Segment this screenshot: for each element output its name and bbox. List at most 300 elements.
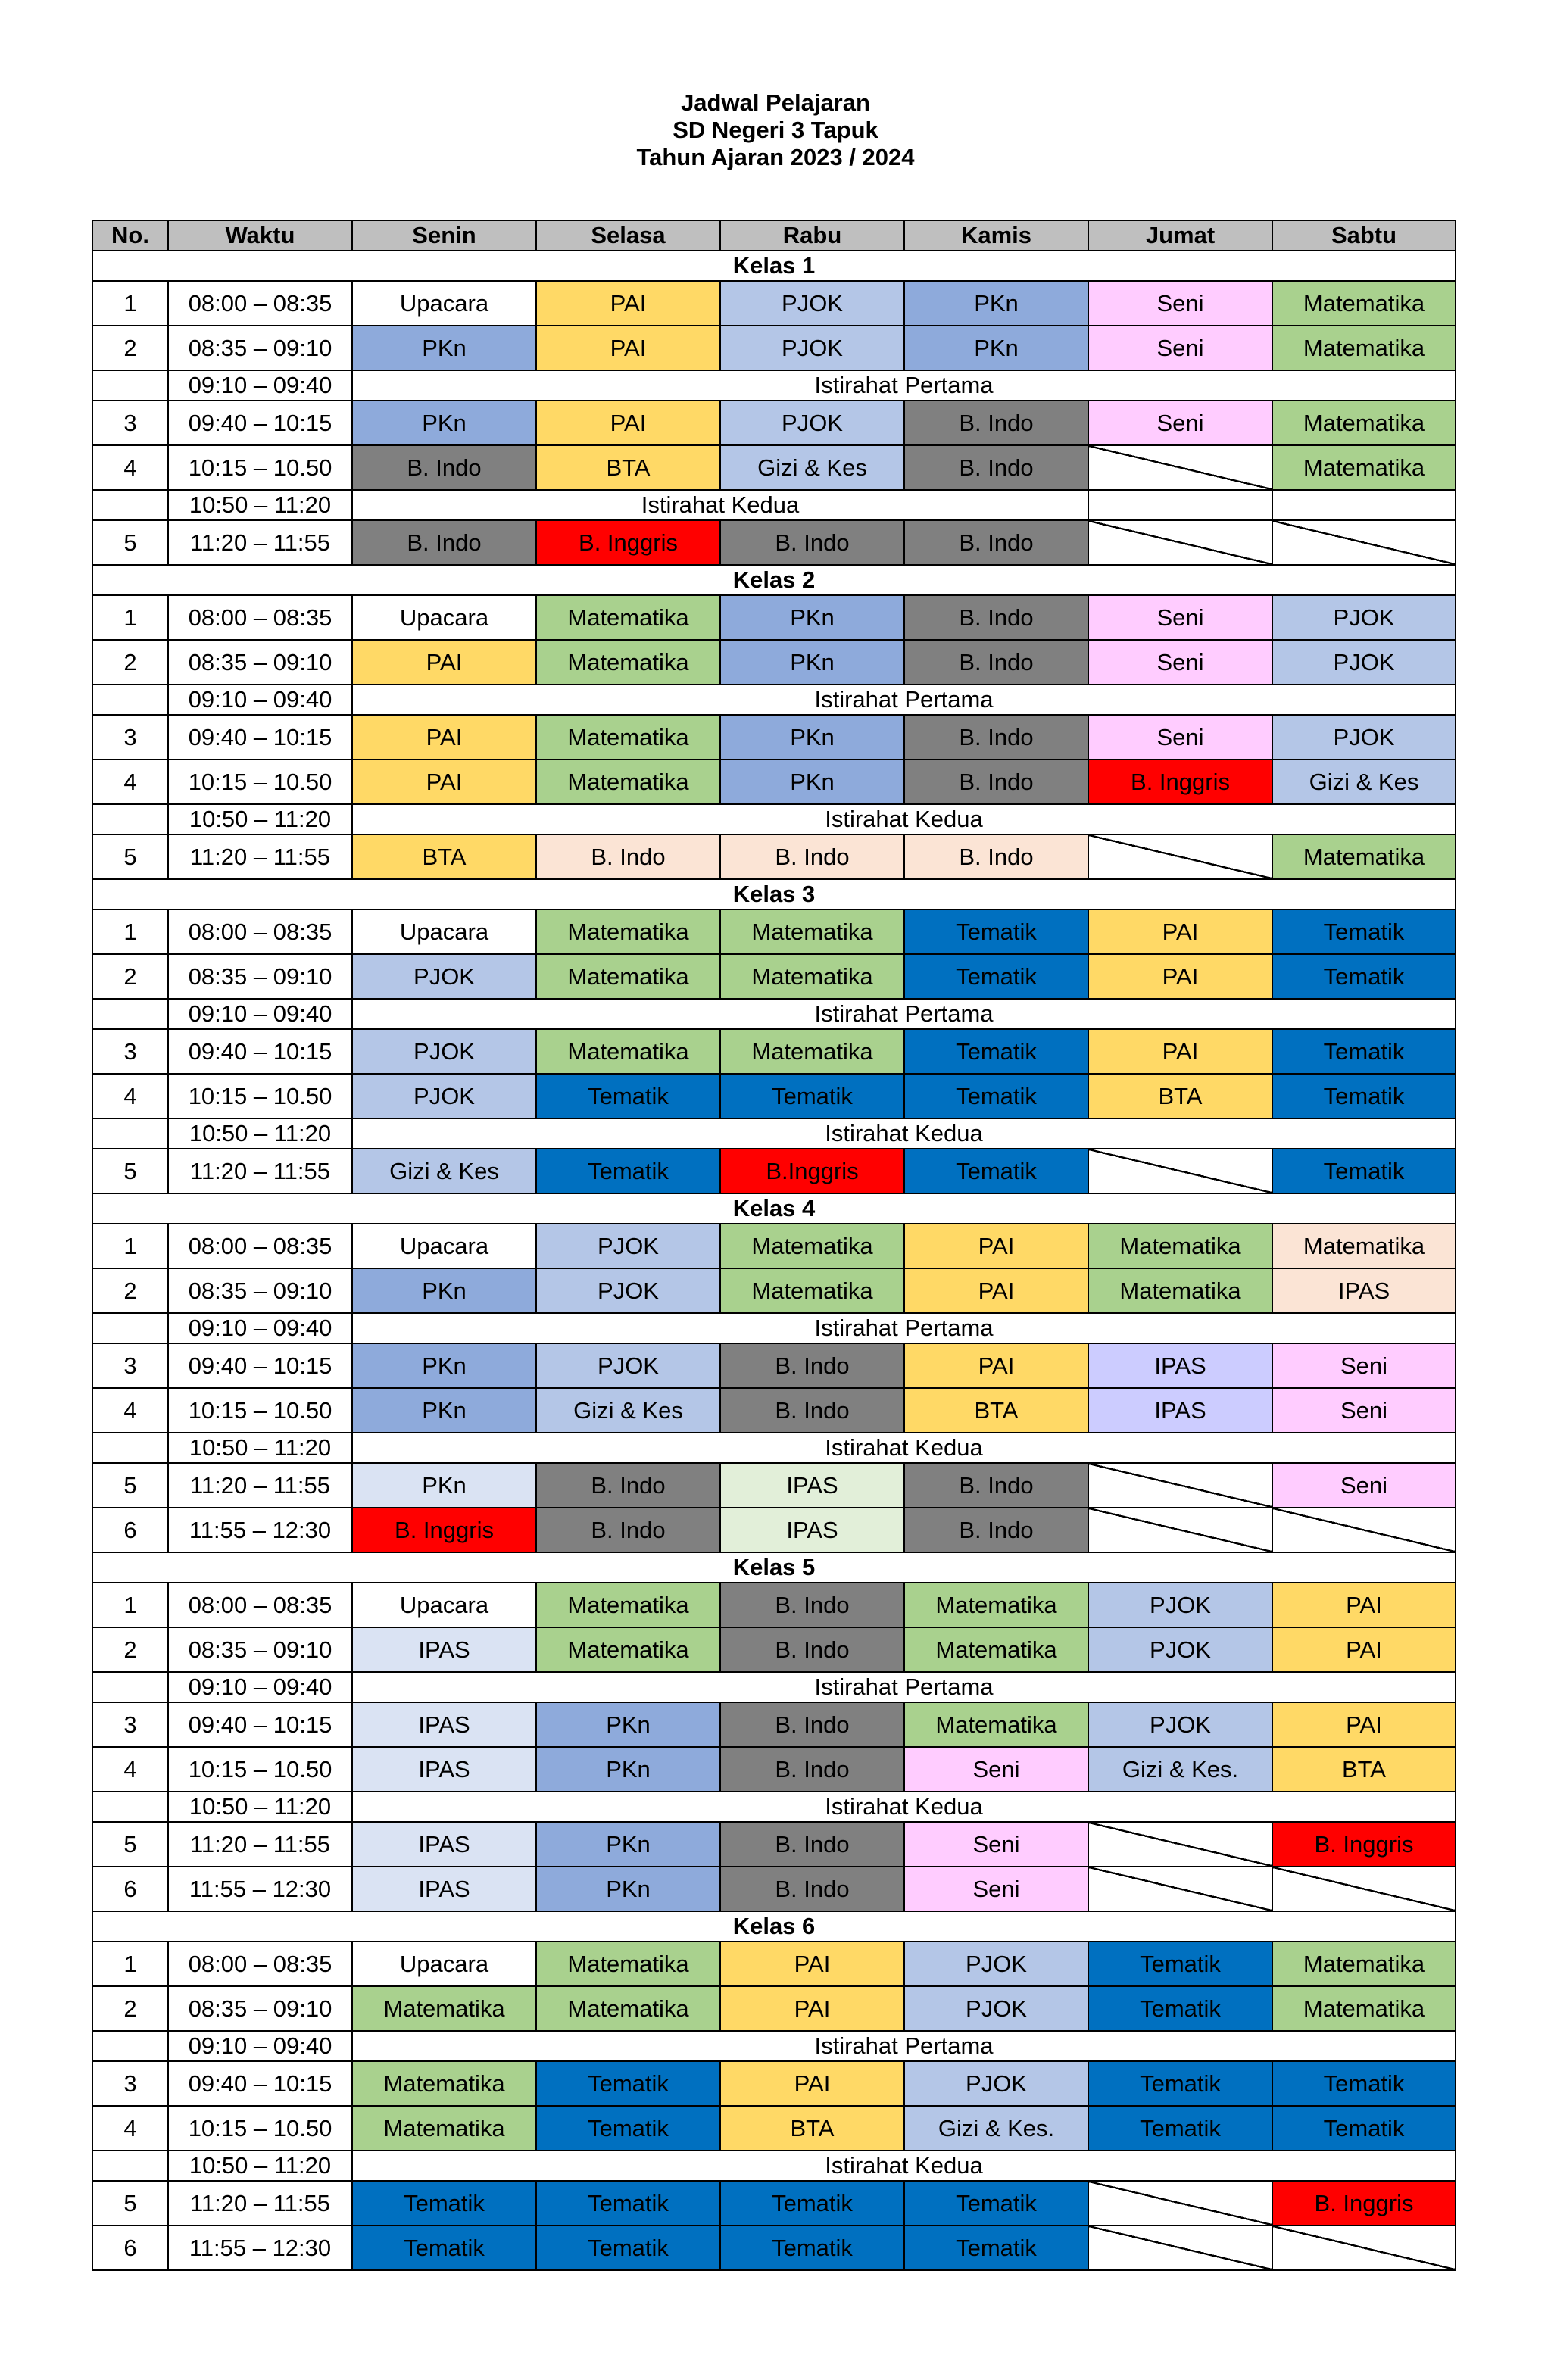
subject-cell: Matematika: [1272, 281, 1456, 326]
period-no: 5: [92, 520, 168, 565]
table-row: [92, 2106, 1456, 2151]
subject-cell: IPAS: [352, 1702, 536, 1747]
subject-cell: B. Indo: [904, 1508, 1088, 1552]
subject-cell: Matematika: [536, 1029, 720, 1074]
break-row: [92, 490, 1456, 520]
period-time: 09:10 – 09:40: [168, 1313, 352, 1343]
break-label: Istirahat Kedua: [352, 1433, 1456, 1463]
period-no: 5: [92, 1463, 168, 1508]
subject-cell: Tematik: [720, 2226, 904, 2270]
subject-cell: PKn: [720, 715, 904, 760]
subject-cell: Matematika: [720, 1029, 904, 1074]
break-label: Istirahat Pertama: [352, 685, 1456, 715]
table-row: [92, 909, 1456, 954]
subject-cell: Tematik: [1088, 1986, 1272, 2031]
subject-cell: Tematik: [1272, 954, 1456, 999]
table-row: [92, 834, 1456, 879]
subject-cell: IPAS: [352, 1627, 536, 1672]
header-selasa: Selasa: [536, 220, 720, 251]
section-row: [92, 251, 1456, 281]
subject-cell: PKn: [904, 281, 1088, 326]
subject-cell: Seni: [904, 1867, 1088, 1911]
break-row: [92, 685, 1456, 715]
section-label: Kelas 5: [92, 1552, 1456, 1583]
subject-cell: PKn: [536, 1822, 720, 1867]
empty-cell: [1088, 490, 1272, 520]
subject-cell: IPAS: [352, 1867, 536, 1911]
subject-cell: Matematika: [536, 1986, 720, 2031]
header-waktu: Waktu: [168, 220, 352, 251]
subject-cell: B. Indo: [904, 1463, 1088, 1508]
period-no: [92, 2151, 168, 2181]
subject-cell: Seni: [1088, 281, 1272, 326]
subject-cell: B. Inggris: [1088, 760, 1272, 804]
subject-cell: B.Inggris: [720, 1149, 904, 1193]
subject-cell: Matematika: [536, 715, 720, 760]
subject-cell: Tematik: [904, 954, 1088, 999]
subject-cell: Matematika: [536, 640, 720, 685]
subject-cell: PKn: [352, 1388, 536, 1433]
subject-cell: B. Indo: [904, 520, 1088, 565]
subject-cell: Gizi & Kes: [720, 445, 904, 490]
subject-cell: Upacara: [352, 1942, 536, 1986]
period-no: [92, 490, 168, 520]
period-no: 4: [92, 1074, 168, 1118]
table-row: [92, 1627, 1456, 1672]
break-row: [92, 2031, 1456, 2061]
table-row: [92, 1508, 1456, 1552]
period-no: 5: [92, 834, 168, 879]
header-no: No.: [92, 220, 168, 251]
period-no: 2: [92, 640, 168, 685]
subject-cell: Seni: [904, 1822, 1088, 1867]
period-no: [92, 685, 168, 715]
table-row: [92, 1583, 1456, 1627]
header-kamis: Kamis: [904, 220, 1088, 251]
table-row: [92, 2181, 1456, 2226]
table-row: [92, 1822, 1456, 1867]
break-row: [92, 1792, 1456, 1822]
subject-cell: PJOK: [352, 954, 536, 999]
period-time: 10:15 – 10.50: [168, 445, 352, 490]
subject-cell: PJOK: [536, 1224, 720, 1268]
subject-cell: PJOK: [352, 1029, 536, 1074]
table-row: [92, 401, 1456, 445]
subject-cell: B. Indo: [720, 1627, 904, 1672]
subject-cell: IPAS: [720, 1508, 904, 1552]
period-no: [92, 1433, 168, 1463]
period-time: 08:35 – 09:10: [168, 1627, 352, 1672]
empty-cell: [1088, 445, 1272, 490]
subject-cell: Tematik: [1088, 2061, 1272, 2106]
period-no: 4: [92, 1747, 168, 1792]
period-time: 09:40 – 10:15: [168, 1029, 352, 1074]
subject-cell: Upacara: [352, 1583, 536, 1627]
subject-cell: PJOK: [352, 1074, 536, 1118]
period-no: 4: [92, 1388, 168, 1433]
subject-cell: PJOK: [720, 281, 904, 326]
period-no: 6: [92, 2226, 168, 2270]
period-no: 5: [92, 1149, 168, 1193]
period-time: 09:10 – 09:40: [168, 685, 352, 715]
subject-cell: Tematik: [1272, 2061, 1456, 2106]
schedule-table: [92, 220, 1456, 2271]
subject-cell: B. Indo: [904, 640, 1088, 685]
period-time: 11:20 – 11:55: [168, 1149, 352, 1193]
subject-cell: B. Indo: [904, 401, 1088, 445]
period-no: [92, 1792, 168, 1822]
period-time: 09:10 – 09:40: [168, 999, 352, 1029]
period-no: 5: [92, 2181, 168, 2226]
subject-cell: B. Indo: [904, 715, 1088, 760]
subject-cell: Tematik: [904, 909, 1088, 954]
empty-cell: [1088, 2226, 1272, 2270]
subject-cell: B. Indo: [720, 1343, 904, 1388]
subject-cell: Matematika: [536, 595, 720, 640]
subject-cell: Matematika: [536, 760, 720, 804]
break-row: [92, 1433, 1456, 1463]
subject-cell: PAI: [352, 715, 536, 760]
empty-cell: [1088, 520, 1272, 565]
break-label: Istirahat Kedua: [352, 804, 1456, 834]
table-row: [92, 326, 1456, 370]
subject-cell: Tematik: [1272, 1029, 1456, 1074]
break-label: Istirahat Kedua: [352, 2151, 1456, 2181]
subject-cell: Seni: [1272, 1343, 1456, 1388]
subject-cell: PAI: [904, 1224, 1088, 1268]
subject-cell: B. Inggris: [1272, 1822, 1456, 1867]
period-time: 10:15 – 10.50: [168, 2106, 352, 2151]
period-time: 10:50 – 11:20: [168, 1792, 352, 1822]
subject-cell: Matematika: [904, 1702, 1088, 1747]
subject-cell: Tematik: [536, 2061, 720, 2106]
empty-cell: [1088, 1867, 1272, 1911]
period-no: 6: [92, 1508, 168, 1552]
subject-cell: PJOK: [1088, 1583, 1272, 1627]
table-row: [92, 2061, 1456, 2106]
subject-cell: Tematik: [720, 2181, 904, 2226]
period-time: 11:20 – 11:55: [168, 520, 352, 565]
subject-cell: Upacara: [352, 1224, 536, 1268]
subject-cell: B. Indo: [352, 520, 536, 565]
title-line-2: SD Negeri 3 Tapuk: [673, 117, 878, 143]
subject-cell: PKn: [352, 1343, 536, 1388]
subject-cell: Seni: [1272, 1388, 1456, 1433]
subject-cell: Seni: [1272, 1463, 1456, 1508]
period-no: 1: [92, 1583, 168, 1627]
period-no: [92, 1118, 168, 1149]
subject-cell: B. Indo: [352, 445, 536, 490]
subject-cell: PKn: [352, 401, 536, 445]
empty-cell: [1088, 834, 1272, 879]
subject-cell: Seni: [1088, 326, 1272, 370]
period-time: 10:50 – 11:20: [168, 1433, 352, 1463]
empty-cell: [1272, 520, 1456, 565]
subject-cell: PAI: [720, 2061, 904, 2106]
break-row: [92, 804, 1456, 834]
subject-cell: B. Inggris: [536, 520, 720, 565]
subject-cell: IPAS: [1088, 1343, 1272, 1388]
subject-cell: Matematika: [352, 2106, 536, 2151]
table-row: [92, 1388, 1456, 1433]
break-row: [92, 1672, 1456, 1702]
period-no: 3: [92, 1343, 168, 1388]
subject-cell: B. Indo: [536, 1463, 720, 1508]
subject-cell: BTA: [1272, 1747, 1456, 1792]
subject-cell: Matematika: [720, 1224, 904, 1268]
period-time: 09:40 – 10:15: [168, 1343, 352, 1388]
period-time: 09:40 – 10:15: [168, 401, 352, 445]
period-time: 10:50 – 11:20: [168, 804, 352, 834]
section-label: Kelas 4: [92, 1193, 1456, 1224]
break-row: [92, 1313, 1456, 1343]
subject-cell: Matematika: [1272, 1986, 1456, 2031]
subject-cell: Tematik: [904, 1149, 1088, 1193]
section-label: Kelas 3: [92, 879, 1456, 909]
break-row: [92, 370, 1456, 401]
period-time: 09:40 – 10:15: [168, 1702, 352, 1747]
table-row: [92, 520, 1456, 565]
subject-cell: BTA: [352, 834, 536, 879]
break-label: Istirahat Pertama: [352, 2031, 1456, 2061]
subject-cell: PKn: [904, 326, 1088, 370]
table-row: [92, 640, 1456, 685]
subject-cell: Matematika: [1272, 445, 1456, 490]
period-no: [92, 2031, 168, 2061]
period-no: 3: [92, 401, 168, 445]
subject-cell: B. Indo: [720, 1388, 904, 1433]
table-row: [92, 1463, 1456, 1508]
period-time: 10:15 – 10.50: [168, 1388, 352, 1433]
subject-cell: IPAS: [1272, 1268, 1456, 1313]
subject-cell: Seni: [904, 1747, 1088, 1792]
subject-cell: PAI: [352, 760, 536, 804]
period-time: 08:35 – 09:10: [168, 954, 352, 999]
period-time: 09:10 – 09:40: [168, 1672, 352, 1702]
subject-cell: Tematik: [904, 1029, 1088, 1074]
table-row: [92, 1268, 1456, 1313]
table-row: [92, 1029, 1456, 1074]
period-time: 10:50 – 11:20: [168, 1118, 352, 1149]
subject-cell: IPAS: [352, 1822, 536, 1867]
title-line-3: Tahun Ajaran 2023 / 2024: [636, 144, 915, 170]
empty-cell: [1272, 2226, 1456, 2270]
section-row: [92, 1552, 1456, 1583]
schedule-body: [92, 251, 1456, 2270]
subject-cell: PJOK: [536, 1343, 720, 1388]
table-row: [92, 1986, 1456, 2031]
subject-cell: Matematika: [352, 1986, 536, 2031]
period-time: 08:00 – 08:35: [168, 909, 352, 954]
subject-cell: PKn: [536, 1747, 720, 1792]
subject-cell: Tematik: [904, 1074, 1088, 1118]
period-no: 2: [92, 954, 168, 999]
subject-cell: PAI: [904, 1268, 1088, 1313]
subject-cell: Matematika: [1088, 1268, 1272, 1313]
period-time: 08:35 – 09:10: [168, 640, 352, 685]
period-time: 10:50 – 11:20: [168, 490, 352, 520]
period-time: 08:00 – 08:35: [168, 281, 352, 326]
break-row: [92, 1118, 1456, 1149]
subject-cell: Matematika: [536, 1583, 720, 1627]
table-row: [92, 1702, 1456, 1747]
header-jumat: Jumat: [1088, 220, 1272, 251]
section-row: [92, 879, 1456, 909]
section-label: Kelas 1: [92, 251, 1456, 281]
subject-cell: Tematik: [536, 1074, 720, 1118]
break-label: Istirahat Kedua: [352, 1118, 1456, 1149]
subject-cell: PAI: [536, 281, 720, 326]
subject-cell: Tematik: [536, 1149, 720, 1193]
subject-cell: B. Indo: [904, 834, 1088, 879]
period-time: 11:20 – 11:55: [168, 834, 352, 879]
subject-cell: Gizi & Kes: [1272, 760, 1456, 804]
subject-cell: B. Inggris: [1272, 2181, 1456, 2226]
subject-cell: PKn: [352, 1268, 536, 1313]
period-time: 10:15 – 10.50: [168, 760, 352, 804]
break-label: Istirahat Pertama: [352, 370, 1456, 401]
table-row: [92, 954, 1456, 999]
document-title: [0, 89, 1551, 171]
subject-cell: Matematika: [1272, 1942, 1456, 1986]
subject-cell: Gizi & Kes: [536, 1388, 720, 1433]
subject-cell: PKn: [720, 640, 904, 685]
empty-cell: [1088, 1463, 1272, 1508]
subject-cell: Matematika: [720, 909, 904, 954]
subject-cell: IPAS: [352, 1747, 536, 1792]
subject-cell: Tematik: [352, 2181, 536, 2226]
subject-cell: PKn: [720, 595, 904, 640]
subject-cell: PKn: [536, 1702, 720, 1747]
subject-cell: PKn: [352, 1463, 536, 1508]
subject-cell: B. Indo: [720, 520, 904, 565]
table-row: [92, 1074, 1456, 1118]
subject-cell: Tematik: [1272, 1149, 1456, 1193]
header-row: [92, 220, 1456, 251]
period-no: [92, 1313, 168, 1343]
section-label: Kelas 6: [92, 1911, 1456, 1942]
period-time: 09:40 – 10:15: [168, 2061, 352, 2106]
subject-cell: Tematik: [1272, 2106, 1456, 2151]
subject-cell: PAI: [536, 326, 720, 370]
subject-cell: Matematika: [536, 954, 720, 999]
subject-cell: Seni: [1088, 715, 1272, 760]
table-row: [92, 1942, 1456, 1986]
subject-cell: BTA: [1088, 1074, 1272, 1118]
subject-cell: B. Indo: [720, 834, 904, 879]
subject-cell: PAI: [536, 401, 720, 445]
subject-cell: B. Indo: [720, 1747, 904, 1792]
subject-cell: Tematik: [1088, 2106, 1272, 2151]
period-time: 11:55 – 12:30: [168, 1508, 352, 1552]
period-time: 11:20 – 11:55: [168, 2181, 352, 2226]
empty-cell: [1272, 1508, 1456, 1552]
period-no: 2: [92, 1986, 168, 2031]
table-row: [92, 1224, 1456, 1268]
table-row: [92, 1867, 1456, 1911]
empty-cell: [1272, 490, 1456, 520]
subject-cell: Matematika: [904, 1627, 1088, 1672]
subject-cell: Gizi & Kes: [352, 1149, 536, 1193]
period-time: 08:00 – 08:35: [168, 1224, 352, 1268]
period-time: 08:35 – 09:10: [168, 1268, 352, 1313]
subject-cell: PJOK: [904, 1942, 1088, 1986]
subject-cell: B. Indo: [904, 445, 1088, 490]
period-time: 11:55 – 12:30: [168, 1867, 352, 1911]
period-no: 4: [92, 760, 168, 804]
subject-cell: Gizi & Kes.: [1088, 1747, 1272, 1792]
subject-cell: Matematika: [352, 2061, 536, 2106]
header-rabu: Rabu: [720, 220, 904, 251]
subject-cell: B. Indo: [720, 1583, 904, 1627]
table-row: [92, 445, 1456, 490]
subject-cell: PAI: [1272, 1583, 1456, 1627]
period-no: 3: [92, 1702, 168, 1747]
subject-cell: Matematika: [720, 1268, 904, 1313]
period-time: 10:15 – 10.50: [168, 1747, 352, 1792]
subject-cell: PAI: [1088, 1029, 1272, 1074]
subject-cell: PAI: [1272, 1702, 1456, 1747]
period-no: 2: [92, 1627, 168, 1672]
period-time: 10:50 – 11:20: [168, 2151, 352, 2181]
subject-cell: PAI: [1272, 1627, 1456, 1672]
subject-cell: PAI: [720, 1986, 904, 2031]
break-label: Istirahat Pertama: [352, 1313, 1456, 1343]
subject-cell: PJOK: [904, 2061, 1088, 2106]
empty-cell: [1272, 1867, 1456, 1911]
subject-cell: PAI: [720, 1942, 904, 1986]
period-time: 09:40 – 10:15: [168, 715, 352, 760]
period-no: 5: [92, 1822, 168, 1867]
period-time: 08:00 – 08:35: [168, 1583, 352, 1627]
period-no: 3: [92, 2061, 168, 2106]
subject-cell: PJOK: [904, 1986, 1088, 2031]
subject-cell: Matematika: [536, 1627, 720, 1672]
period-no: [92, 370, 168, 401]
period-no: 3: [92, 1029, 168, 1074]
empty-cell: [1088, 2181, 1272, 2226]
subject-cell: Matematika: [1272, 834, 1456, 879]
subject-cell: B. Indo: [720, 1867, 904, 1911]
subject-cell: PAI: [1088, 909, 1272, 954]
subject-cell: PJOK: [1272, 715, 1456, 760]
header-sabtu: Sabtu: [1272, 220, 1456, 251]
subject-cell: PAI: [352, 640, 536, 685]
subject-cell: Tematik: [904, 2226, 1088, 2270]
subject-cell: Tematik: [352, 2226, 536, 2270]
table-row: [92, 2226, 1456, 2270]
period-time: 08:00 – 08:35: [168, 595, 352, 640]
table-row: [92, 715, 1456, 760]
subject-cell: PAI: [904, 1343, 1088, 1388]
period-time: 11:20 – 11:55: [168, 1822, 352, 1867]
period-no: 1: [92, 281, 168, 326]
subject-cell: B. Indo: [536, 834, 720, 879]
break-label: Istirahat Pertama: [352, 999, 1456, 1029]
table-row: [92, 760, 1456, 804]
subject-cell: PKn: [536, 1867, 720, 1911]
subject-cell: Matematika: [1272, 401, 1456, 445]
subject-cell: Tematik: [720, 1074, 904, 1118]
subject-cell: IPAS: [1088, 1388, 1272, 1433]
section-row: [92, 1193, 1456, 1224]
subject-cell: Matematika: [1272, 1224, 1456, 1268]
header-senin: Senin: [352, 220, 536, 251]
subject-cell: PJOK: [720, 401, 904, 445]
period-time: 09:10 – 09:40: [168, 2031, 352, 2061]
subject-cell: PJOK: [1088, 1702, 1272, 1747]
period-time: 11:55 – 12:30: [168, 2226, 352, 2270]
